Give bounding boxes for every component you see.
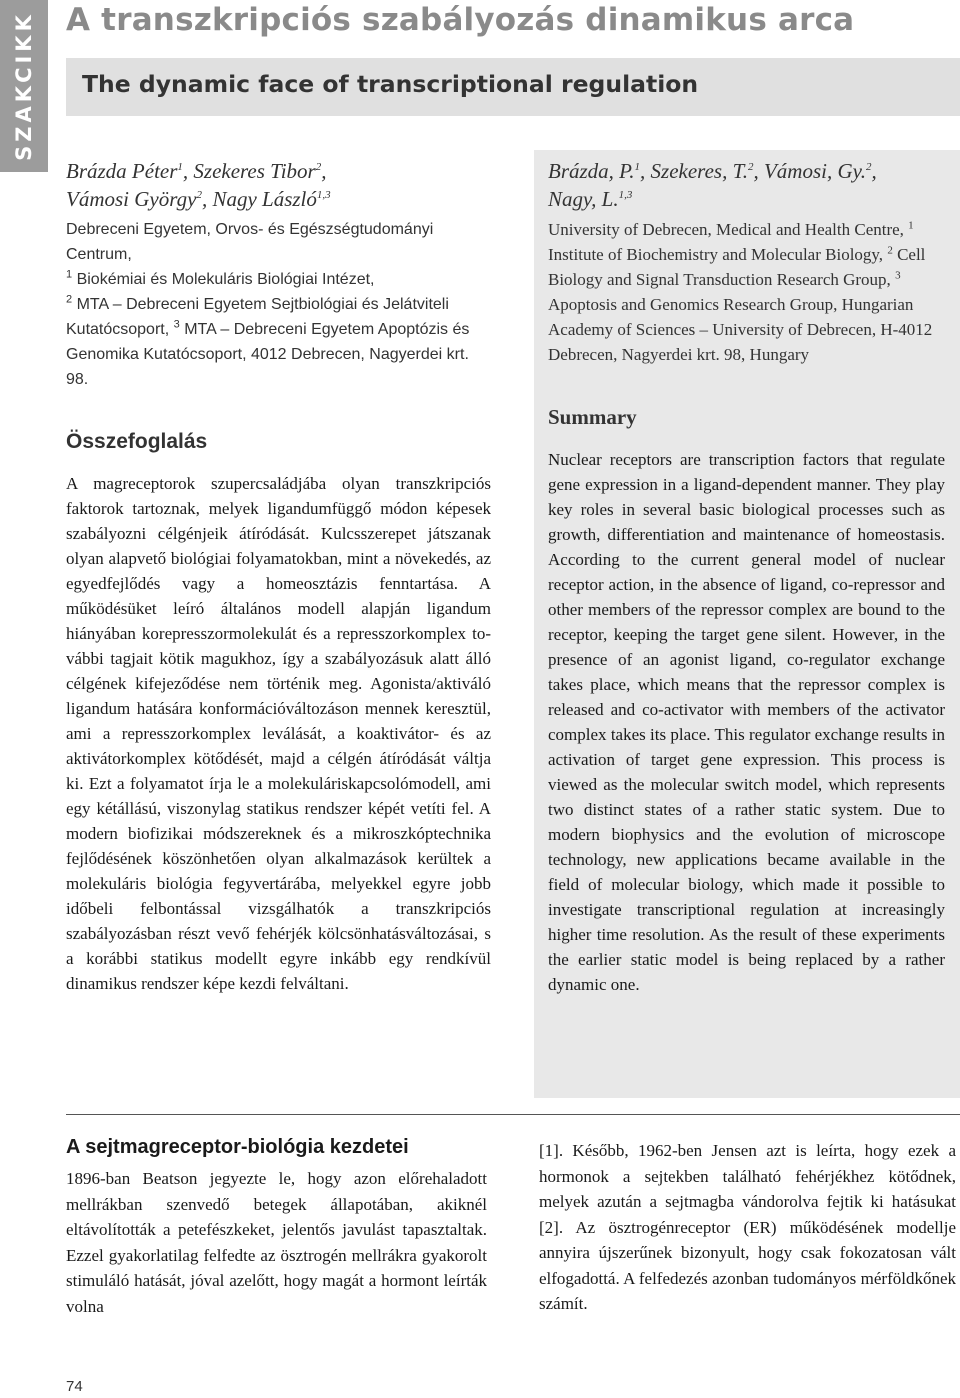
affiliation-superscript: 1 [66, 268, 73, 281]
authors-hu-line2: Vámosi György$^2$, Nagy László$^{1,3}$ [66, 187, 331, 211]
authors-hu-line1: Brázda Péter$^1$, Szekeres Tibor$^2$, [66, 159, 327, 183]
affiliation-superscript: 3 [173, 318, 180, 331]
summary-heading-en: Summary [548, 405, 637, 429]
authors-en [548, 157, 945, 213]
english-abstract [548, 157, 945, 997]
title-english-bar [66, 58, 960, 116]
authors-en-line2: Nagy, L.$^{1,3}$ [548, 187, 633, 211]
affiliation-en: University of Debrecen, Medical and Health Centre, $^1$ Institute of Biochemistry and Molecular Biology, $^2$ Cell Biology and Signal Transduction Research Group, $^3$ Apoptosis and Genomics Research Group, Hungarian Academy of Sciences – University of Debrecen, H-4012 Debrecen, Nagyerdei krt. 98, Hungary [548, 219, 933, 364]
summary-heading-hu: Összefoglalás [66, 430, 208, 453]
affiliation-superscript: 1 [908, 219, 914, 232]
section-tab-label: SZAKCIKK [12, 11, 36, 161]
page-number: 74 [66, 1378, 83, 1395]
affiliation-superscript: 1 [634, 161, 641, 173]
hungarian-abstract [66, 157, 491, 996]
affiliation-superscript: 1,3 [618, 189, 633, 201]
affiliation-superscript: 2 [66, 293, 73, 306]
intro-heading: A sejtmagreceptor-biológia kezdetei [66, 1136, 409, 1158]
affiliation-superscript: 2 [747, 161, 754, 173]
affiliation-superscript: 1 [177, 161, 183, 173]
affiliation-superscript: 2 [866, 161, 872, 173]
title-hungarian: A transzkripciós szabályozás dinamikus arca [66, 2, 855, 38]
section-divider [66, 1114, 960, 1115]
title-english: The dynamic face of transcriptional regulation [82, 70, 699, 98]
affiliation-hu: Debreceni Egyetem, Orvos- és Egészségtudományi Centrum, $^1$ Biokémiai és Molekuláris Biológiai Intézet, $^2$ MTA – Debreceni Egyetem Sejtbiológiai és Jelátviteli Kutatócsoport, $^3$ MTA – Debreceni Egyetem Apoptózis és Genomika Kutatócsoport, 4012 Debrecen, Nagyerdei krt. 98. [66, 221, 470, 388]
affiliation-superscript: 3 [895, 269, 901, 282]
summary-text-en: Nuclear receptors are transcription factors that regulate gene expression in a ligand-dependent manner. They play key roles in several basic biological processes such as growth, differentiation and maintenance of homeostasis. According to the current general model of nuclear receptor action, in the absence of ligand, co-repressor and other members of the repressor complex are bound to the receptor, keeping the target gene silent. However, in the presence of an agonist ligand, co-regulator exchange takes place, which means that the repressor complex is released and co-activator with members of the activator complex takes its place. This regulator exchange results in activation of target gene expression. This process is viewed as the molecular switch model, which represents two distinct states of a rather static system. Due to modern biophysics and the evolution of microscope technology, new applications became available in the field of molecular biology, which made it possible to investigate transcriptional regulation at increasingly higher time resolution. As the result of these experiments the earlier static model is being replaced by a rather dynamic one. [548, 450, 945, 994]
affiliation-superscript: 2 [315, 161, 322, 173]
affiliation-superscript: 2 [887, 244, 893, 257]
authors-en-line1: Brázda, P.$^1$, Szekeres, T.$^2$, Vámosi, Gy.$^2$, [548, 159, 877, 183]
affiliation-superscript: 2 [196, 189, 202, 201]
affiliation-superscript: 1,3 [316, 189, 331, 201]
authors-hu [66, 157, 491, 213]
section-tab [0, 0, 48, 172]
intro-text-left: 1896-ban Beatson jegyezte le, hogy azon előrehaladott mellrákban szenvedő betegek állapotában, akiknél eltávolították a petefészkeket, jelentős javulást tapasztaltak. Ezzel gyakorlatilag felfedte az ösztrogén mellrákra gyakorolt stimuláló hatását, jóval azelőtt, hogy magát a hormont leírták volna [66, 1169, 487, 1316]
summary-text-hu: A magreceptorok szupercsaládjába olyan transzkripciós faktorok tartoznak, melyek ligandumfüggő módon képesek szabályozni célgénjeik átíródását. Kulcsszerepet játszanak olyan alapvető biológiai folyamatokban, mint a növekedés, az egyedfejlődés vagy a homeosztázis fenntartása. A működésüket leíró általános modell alapján ligandum hiányában korepresszormolekulát és a represszorkomplex további tagjait kötik magukhoz, így a szabályozásuk alatt álló célgének kifejeződése nem történik meg. Agonista/aktiváló ligandum hatására konformációváltozáson mennek keresztül, ami a represszorkomplex leválását, a koaktivátor- és az aktivátorkomplex kötődését, majd a célgén átíródását váltja ki. Ezt a folyamatot írja le a molekuláriskapcsolómodell, ami egy kétállású, viszonylag statikus rendszer képét vetíti fel. A modern biofizikai módszereknek és a mikroszkóptechnika fejlődésének köszönhetően olyan alkalmazások kerültek a molekuláris biológia fegyvertárába, melyekkel egyre jobb időbeli felbontással vizsgálhatók a transzkripciós szabályozásban részt vevő fehérjék kölcsönhatásváltozásai, s a korábbi statikus modellt egyre inkább egy rendkívül dinamikus rendszer képe kezdi felváltani. [66, 474, 491, 993]
intro-text-right: [1]. Később, 1962-ben Jensen azt is leírta, hogy ezek a hormonok a sejtekben található fehérjékhez kötődnek, melyek azután a sejtmagba vándorolva fejtik ki hatásukat [2]. Az ösztrogénreceptor (ER) működésének modellje annyira újszerűnek bizonyult, hogy csak fokozatosan vált elfogadottá. A felfedezés azonban tudományos mérföldkőnek számít. [539, 1141, 956, 1313]
